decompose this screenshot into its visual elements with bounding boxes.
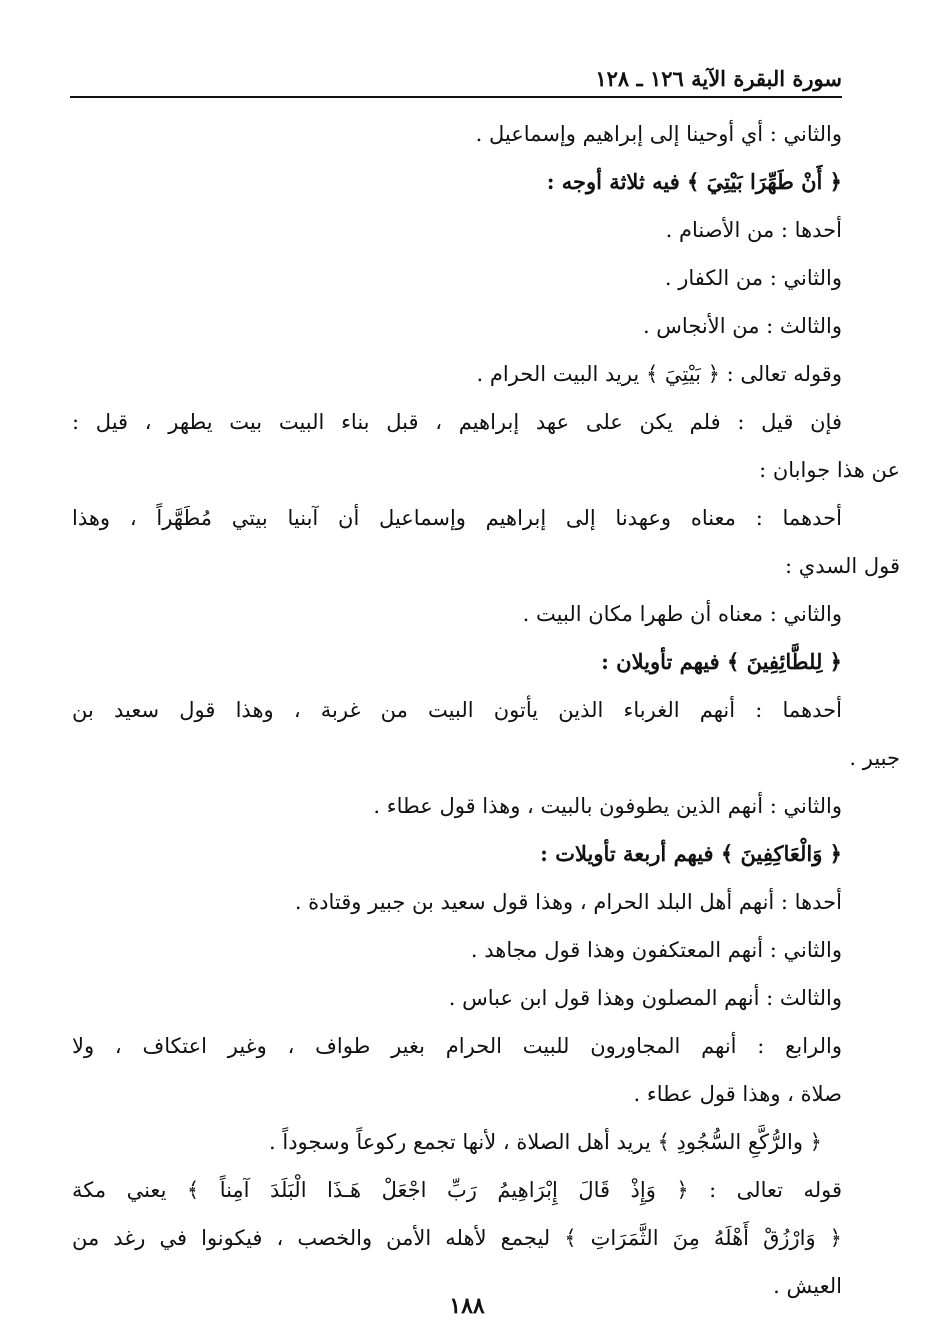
text-line: أحدهما : أنهم الغرباء الذين يأتون البيت من غربة ، وهذا قول سعيد بن <box>72 698 842 722</box>
text-line: أحدها : من الأصنام . <box>665 218 842 242</box>
quran-verse-line: ﴿ وَارْزُقْ أَهْلَهُ مِنَ الثَّمَرَاتِ ﴾ ليجمع لأهله الأمن والخصب ، فيكونوا في رغد من <box>72 1226 842 1250</box>
running-header <box>70 66 842 98</box>
text-line: صلاة ، وهذا قول عطاء . <box>633 1082 842 1106</box>
text-line: أحدها : أنهم أهل البلد الحرام ، وهذا قول سعيد بن جبير وقتادة . <box>294 890 842 914</box>
quran-verse-line: ﴿ أَنْ طَهِّرَا بَيْتِيَ ﴾ فيه ثلاثة أوجه : <box>546 169 842 194</box>
text-line: العيش . <box>773 1274 842 1298</box>
quran-verse-line: ﴿ لِلطَّائِفِينَ ﴾ فيهم تأويلان : <box>601 649 842 674</box>
text-line-continuation: قول السدي : <box>785 554 900 578</box>
text-line-continuation: جبير . <box>849 746 900 770</box>
quran-verse-line: ﴿ وَالْعَاكِفِينَ ﴾ فيهم أربعة تأويلات : <box>540 841 842 866</box>
page-number: ١٨٨ <box>449 1293 485 1319</box>
text-line: فإن قيل : فلم يكن على عهد إبراهيم ، قبل بناء البيت بيت يطهر ، قيل : <box>72 410 842 434</box>
text-line: والثاني : معناه أن طهرا مكان البيت . <box>522 602 842 626</box>
body-text <box>72 110 900 1310</box>
text-line: والثالث : أنهم المصلون وهذا قول ابن عباس . <box>448 986 842 1010</box>
text-line: والثاني : أنهم المعتكفون وهذا قول مجاهد . <box>470 938 842 962</box>
text-line: والرابع : أنهم المجاورون للبيت الحرام بغير طواف ، وغير اعتكاف ، ولا <box>72 1034 842 1058</box>
text-line: والثالث : من الأنجاس . <box>642 314 842 338</box>
text-line: أحدهما : معناه وعهدنا إلى إبراهيم وإسماعيل أن آبنيا بيتي مُطَهَّراً ، وهذا <box>72 506 842 530</box>
text-line: والثاني : أنهم الذين يطوفون بالبيت ، وهذا قول عطاء . <box>373 794 842 818</box>
text-line-continuation: عن هذا جوابان : <box>759 458 900 482</box>
text-line: وقوله تعالى : ﴿ بَيْتِيَ ﴾ يريد البيت الحرام . <box>476 362 842 386</box>
quran-verse-line: قوله تعالى : ﴿ وَإِذْ قَالَ إِبْرَاهِيمُ رَبِّ اجْعَلْ هَـذَا الْبَلَدَ آمِناً ﴾ يعني مكة <box>72 1178 842 1202</box>
text-line: والثاني : أي أوحينا إلى إبراهيم وإسماعيل . <box>475 122 842 146</box>
running-title: سورة البقرة الآية ١٢٦ ـ ١٢٨ <box>595 66 842 91</box>
text-line: والثاني : من الكفار . <box>664 266 842 290</box>
quran-verse-line: ﴿ والرُّكَّعِ السُّجُودِ ﴾ يريد أهل الصلاة ، لأنها تجمع ركوعاً وسجوداً . <box>269 1130 822 1154</box>
